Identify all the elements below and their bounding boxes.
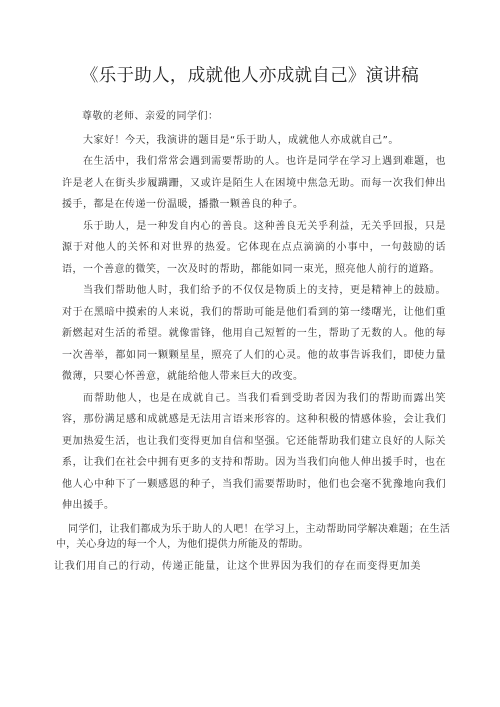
paragraph-closing: 让我们用自己的行动，传递正能量，让这个世界因为我们的存在而变得更加美 [54,560,422,572]
paragraph-kindness: 乐于助人，是一种发自内心的善良。这种善良无关乎利益，无关乎回报，只是源于对他人的关怀和对世界的热爱。它体现在点点滴滴的小事中，一句鼓励的话语，一个善意的微笑，一次及时的帮助，都能如同一束光，照亮他人前行的道路。 [62,220,446,275]
paragraph-call-to-action: 同学们，让我们都成为乐于助人的人吧！在学习上，主动帮助同学解决难题；在生活中，关心身边的每一个人，为他们提供力所能及的帮助。 [56,523,450,550]
document-title: 《乐于助人，成就他人亦成就自己》演讲稿 [80,66,420,86]
paragraph-opening: 大家好！今天，我演讲的题目是“乐于助人，成就他人亦成就自己”。 [83,134,399,146]
document-body [54,106,450,574]
paragraph-achieve-self: 而帮助他人，也是在成就自己。当我们看到受助者因为我们的帮助而露出笑容，那份满足感和成就感是无法用言语来形容的。这种积极的情感体验，会让我们更加热爱生活，也让我们变得更加自信和坚强。它还能帮助我们建立良好的人际关系，让我们在社会中拥有更多的支持和帮助。因为当我们向他人伸出援手时，也在他人心中种下了一颗感恩的种子，当我们需要帮助时，他们也会毫不犹豫地向我们伸出援手。 [62,392,446,511]
paragraph-life: 在生活中，我们常常会遇到需要帮助的人。也许是同学在学习上遇到难题，也许是老人在街头步履蹒跚，又或许是陌生人在困境中焦急无助。而每一次我们伸出援手，都是在传递一份温暖，播撒一颗善良的种子。 [62,156,446,210]
paragraph-leifeng: 当我们帮助他人时，我们给予的不仅仅是物质上的支持，更是精神上的鼓励。对于在黑暗中摸索的人来说，我们的帮助可能是他们看到的第一缕曙光，让他们重新燃起对生活的希望。就像雷锋，他用自己短暂的一生，帮助了无数的人。他的每一次善举，都如同一颗颗星星，照亮了人们的心灵。他的故事告诉我们，即使力量微薄，只要心怀善意，就能给他人带来巨大的改变。 [62,285,446,382]
greeting: 尊敬的老师、亲爱的同学们： [82,111,219,122]
